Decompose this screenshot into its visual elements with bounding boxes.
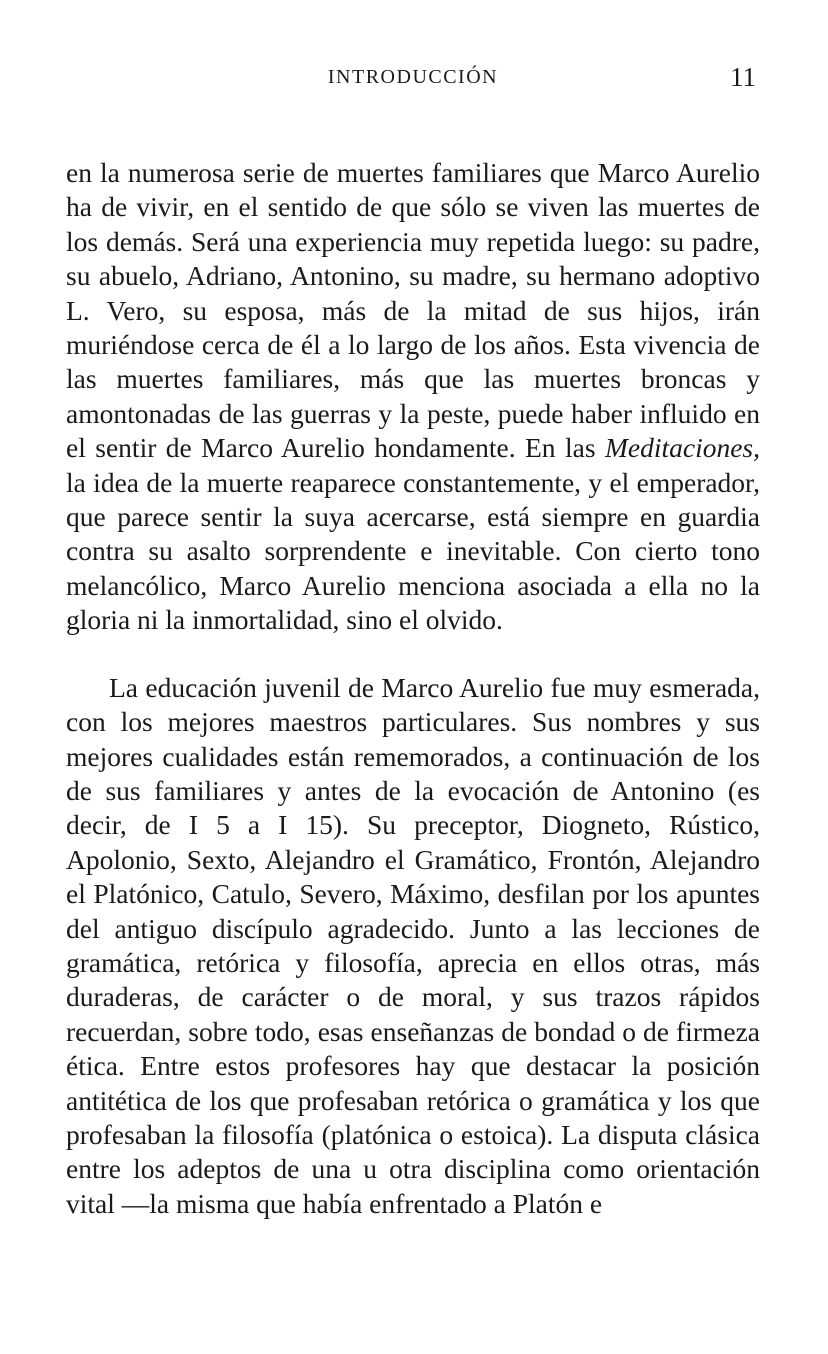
paragraph-2-text: La educación juvenil de Marco Aurelio fue muy esmerada, con los mejores maestros particulares. Sus nombres y sus mejores cualidades están rememorados, a continuación de los de sus familiares y antes de la evocación de Antonino (es decir, de I 5 a I 15). Su preceptor, Diogneto, Rústico, Apolonio, Sexto, Alejandro el Gramático, Frontón, Alejandro el Platónico, Catulo, Severo, Máximo, desfilan por los apuntes del antiguo discípulo agradecido. Junto a las lecciones de gramática, retórica y filosofía, aprecia en ellos otras, más duraderas, de carácter o de moral, y sus trazos rápidos recuerdan, sobre todo, esas enseñanzas de bondad o de firmeza ética. Entre estos profesores hay que destacar la posición antitética de los que profesaban retórica o gramática y los que profesaban la filosofía (platónica o estoica). La disputa clásica entre los adeptos de una u otra disciplina como orientación vital —la misma que había enfrentado a Platón e [66, 671, 760, 1219]
paragraph-1-text-a: en la numerosa serie de muertes familiares que Marco Aurelio ha de vivir, en el sentido de que sólo se viven las muertes de los demás. Será una experiencia muy repetida luego: su padre, su abuelo, Adriano, Antonino, su madre, su hermano adoptivo L. Vero, su esposa, más de la mitad de sus hijos, irán muriéndose cerca de él a lo largo de los años. Esta vivencia de las muertes familiares, más que las muertes broncas y amontonadas de las guerras y la peste, puede haber influido en el sentir de Marco Aurelio hondamente. En las [66, 157, 760, 464]
paragraph-1 [66, 156, 760, 638]
running-header [66, 62, 760, 94]
page-number: 11 [730, 62, 756, 92]
book-title-italic: Meditaciones, [604, 432, 760, 464]
paragraph-2 [66, 671, 760, 1222]
paragraph-1-text-b: la idea de la muerte reaparece constantemente, y el emperador, que parece sentir la suya acercarse, está siempre en guardia contra su asalto sorprendente e inevitable. Con cierto tono melancólico, Marco Aurelio menciona asociada a ella no la gloria ni la inmortalidad, sino el olvido. [66, 466, 760, 636]
body-text [66, 156, 760, 1221]
running-title: INTRODUCCIÓN [327, 66, 499, 88]
